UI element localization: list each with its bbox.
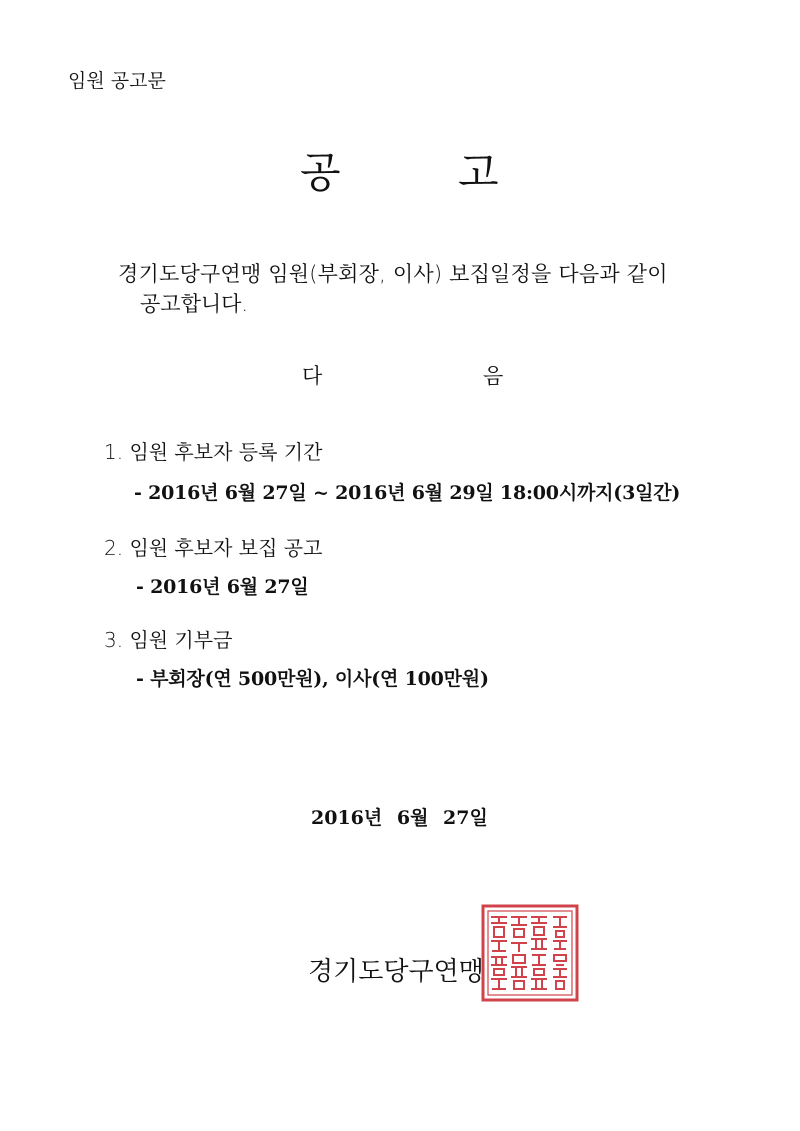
title-char-1: 공	[300, 148, 341, 197]
title-char-2: 고	[458, 148, 499, 197]
item-1-heading: 1. 임원 후보자 등록 기간	[104, 440, 323, 464]
item-1-detail: - 2016년 6월 27일 ~ 2016년 6월 29일 18:00시까지(3일간)	[134, 482, 681, 504]
divider-char-2: 음	[483, 364, 504, 388]
item-3-heading: 3. 임원 기부금	[104, 628, 233, 652]
item-2-heading: 2. 임원 후보자 보집 공고	[104, 536, 323, 560]
intro-line-1: 경기도당구연맹 임원(부회장, 이사) 보집일정을 다음과 같이	[118, 262, 668, 286]
intro-line-2: 공고합니다.	[140, 292, 249, 316]
organization-name: 경기도당구연맹	[308, 957, 484, 987]
official-seal-stamp	[480, 903, 580, 1003]
divider-char-1: 다	[302, 364, 323, 388]
issue-date: 2016년 6월 27일	[311, 807, 488, 829]
document-label: 임원 공고문	[68, 70, 166, 92]
item-2-detail: - 2016년 6월 27일	[136, 576, 309, 598]
item-3-detail: - 부회장(연 500만원), 이사(연 100만원)	[136, 668, 489, 690]
